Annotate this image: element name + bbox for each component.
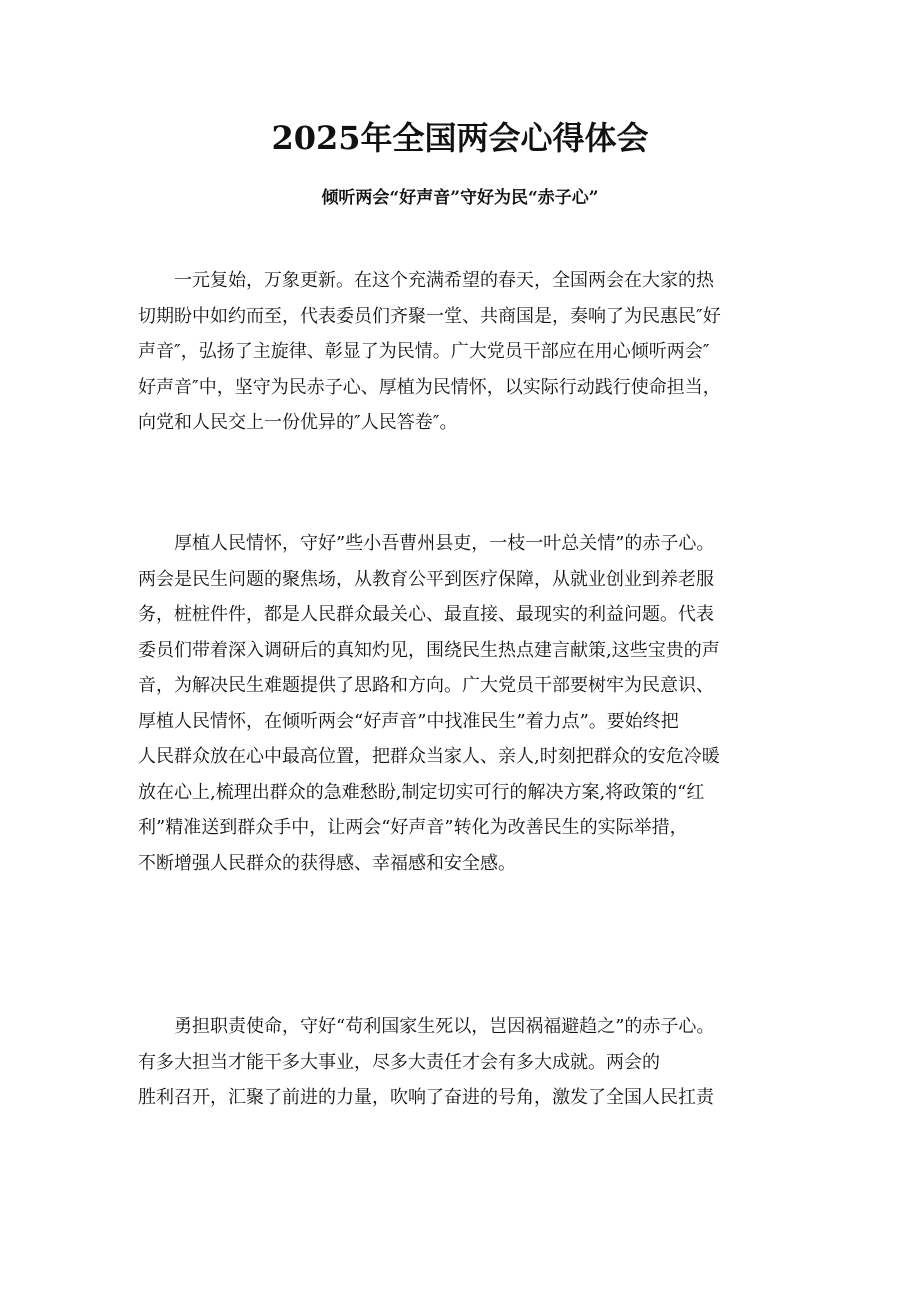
text-line: 一元复始，万象更新。在这个充满希望的春天，全国两会在大家的热 — [174, 270, 714, 291]
text-line: 厚植人民情怀，在倾听两会“好声音”中找准民生”着力点”。要始终把 — [138, 710, 679, 732]
text-line: 胜利召开，汇聚了前进的力量，吹响了奋进的号角，激发了全国人民扛责 — [138, 1087, 714, 1108]
page-title: 2025年全国两会心得体会 — [271, 119, 649, 157]
text-line: 好声音″中，坚守为民赤子心、厚植为民情怀，以实际行动践行使命担当， — [138, 376, 721, 398]
text-line: 利”精准送到群众手中，让两会“好声音”转化为改善民生的实际举措， — [138, 817, 688, 838]
text-line: 厚植人民情怀，守好”些小吾曹州县吏，一枝一叶总关情”的赤子心。 — [174, 533, 715, 554]
paragraph-3 — [138, 1009, 788, 1116]
text-line: 音，为解决民生难题提供了思路和方向。广大党员干部要树牢为民意识、 — [138, 675, 714, 696]
page-subtitle: 倾听两会“好声音”守好为民“赤子心” — [321, 188, 599, 208]
text-line: 有多大担当才能干多大事业，尽多大责任才会有多大成就。两会的 — [138, 1051, 660, 1073]
text-line: 务，桩桩件件，都是人民群众最关心、最直接、最现实的利益问题。代表 — [138, 604, 714, 625]
text-line: 切期盼中如约而至，代表委员们齐聚一堂、共商国是，奏响了为民惠民″好 — [138, 305, 721, 327]
text-line: 向党和人民交上一份优异的″人民答卷″。 — [138, 412, 458, 433]
text-line: 声音″，弘扬了主旋律、彰显了为民情。广大党员干部应在用心倾听两会″ — [138, 341, 710, 362]
text-line: 勇担职责使命，守好“苟利国家生死以，岂因祸福避趋之”的赤子心。 — [174, 1016, 715, 1037]
text-line: 放在心上,梳理出群众的急难愁盼,制定切实可行的解决方案,将政策的“红 — [138, 781, 705, 803]
paragraph-1 — [138, 263, 788, 441]
text-line: 两会是民生问题的聚焦场，从教育公平到医疗保障，从就业创业到养老服 — [138, 568, 714, 590]
paragraph-2 — [138, 526, 788, 881]
text-line: 不断增强人民群众的获得感、幸福感和安全感。 — [138, 852, 516, 874]
text-line: 委员们带着深入调研后的真知灼见，围绕民生热点建言献策,这些宝贵的声 — [138, 639, 720, 661]
text-line: 人民群众放在心中最高位置，把群众当家人、亲人,时刻把群众的安危冷暖 — [138, 746, 720, 767]
